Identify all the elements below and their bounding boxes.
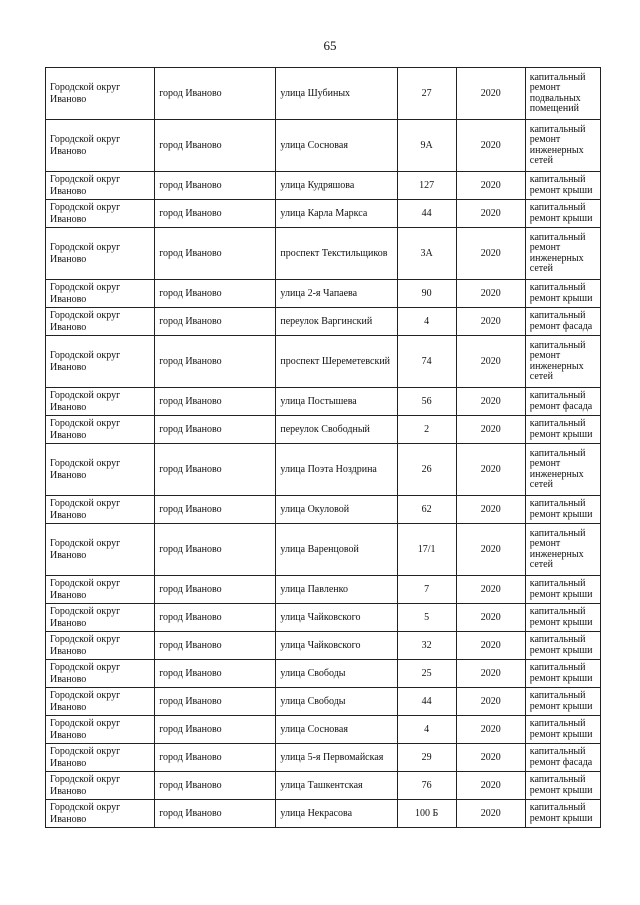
- district-cell: Городской округ Иваново: [46, 120, 155, 172]
- work-type-cell: капитальный ремонт крыши: [525, 688, 600, 716]
- street-cell: улица Свободы: [276, 660, 397, 688]
- work-type-cell: капитальный ремонт крыши: [525, 716, 600, 744]
- street-cell: переулок Свободный: [276, 416, 397, 444]
- table-row: [46, 388, 601, 416]
- table-row: [46, 336, 601, 388]
- street-cell: улица Варенцовой: [276, 524, 397, 576]
- house-number-cell: 4: [397, 308, 456, 336]
- district-cell: Городской округ Иваново: [46, 444, 155, 496]
- year-cell: 2020: [456, 444, 525, 496]
- year-cell: 2020: [456, 632, 525, 660]
- street-cell: улица Шубиных: [276, 68, 397, 120]
- street-cell: улица 2-я Чапаева: [276, 280, 397, 308]
- table-row: [46, 632, 601, 660]
- table-row: [46, 800, 601, 828]
- street-cell: улица Сосновая: [276, 120, 397, 172]
- district-cell: Городской округ Иваново: [46, 200, 155, 228]
- house-number-cell: 76: [397, 772, 456, 800]
- year-cell: 2020: [456, 308, 525, 336]
- street-cell: улица Ташкентская: [276, 772, 397, 800]
- year-cell: 2020: [456, 68, 525, 120]
- year-cell: 2020: [456, 604, 525, 632]
- city-cell: город Иваново: [155, 496, 276, 524]
- district-cell: Городской округ Иваново: [46, 68, 155, 120]
- city-cell: город Иваново: [155, 416, 276, 444]
- street-cell: улица Постышева: [276, 388, 397, 416]
- house-number-cell: 25: [397, 660, 456, 688]
- district-cell: Городской округ Иваново: [46, 308, 155, 336]
- house-number-cell: 9А: [397, 120, 456, 172]
- house-number-cell: 32: [397, 632, 456, 660]
- city-cell: город Иваново: [155, 336, 276, 388]
- house-number-cell: 26: [397, 444, 456, 496]
- city-cell: город Иваново: [155, 388, 276, 416]
- house-number-cell: 44: [397, 200, 456, 228]
- work-type-cell: капитальный ремонт подвальных помещений: [525, 68, 600, 120]
- year-cell: 2020: [456, 716, 525, 744]
- house-number-cell: 2: [397, 416, 456, 444]
- street-cell: улица Свободы: [276, 688, 397, 716]
- house-number-cell: 90: [397, 280, 456, 308]
- table-row: [46, 172, 601, 200]
- city-cell: город Иваново: [155, 744, 276, 772]
- table-row: [46, 604, 601, 632]
- work-type-cell: капитальный ремонт фасада: [525, 744, 600, 772]
- work-type-cell: капитальный ремонт фасада: [525, 388, 600, 416]
- city-cell: город Иваново: [155, 120, 276, 172]
- district-cell: Городской округ Иваново: [46, 496, 155, 524]
- work-type-cell: капитальный ремонт крыши: [525, 496, 600, 524]
- year-cell: 2020: [456, 688, 525, 716]
- city-cell: город Иваново: [155, 688, 276, 716]
- district-cell: Городской округ Иваново: [46, 772, 155, 800]
- page-number: 65: [323, 38, 337, 53]
- district-cell: Городской округ Иваново: [46, 336, 155, 388]
- house-number-cell: 27: [397, 68, 456, 120]
- work-type-cell: капитальный ремонт крыши: [525, 632, 600, 660]
- city-cell: город Иваново: [155, 604, 276, 632]
- work-type-cell: капитальный ремонт инженерных сетей: [525, 524, 600, 576]
- street-cell: улица Чайковского: [276, 604, 397, 632]
- house-number-cell: 7: [397, 576, 456, 604]
- house-number-cell: 56: [397, 388, 456, 416]
- work-type-cell: капитальный ремонт крыши: [525, 200, 600, 228]
- city-cell: город Иваново: [155, 576, 276, 604]
- house-number-cell: 100 Б: [397, 800, 456, 828]
- work-type-cell: капитальный ремонт инженерных сетей: [525, 444, 600, 496]
- table-row: [46, 120, 601, 172]
- street-cell: улица Окуловой: [276, 496, 397, 524]
- table-row: [46, 660, 601, 688]
- year-cell: 2020: [456, 524, 525, 576]
- table-row: [46, 744, 601, 772]
- year-cell: 2020: [456, 120, 525, 172]
- house-number-cell: 127: [397, 172, 456, 200]
- table-row: [46, 444, 601, 496]
- work-type-cell: капитальный ремонт крыши: [525, 416, 600, 444]
- year-cell: 2020: [456, 744, 525, 772]
- year-cell: 2020: [456, 228, 525, 280]
- registry-table-body: [46, 68, 601, 828]
- street-cell: проспект Текстильщиков: [276, 228, 397, 280]
- street-cell: улица Чайковского: [276, 632, 397, 660]
- work-type-cell: капитальный ремонт инженерных сетей: [525, 120, 600, 172]
- work-type-cell: капитальный ремонт фасада: [525, 308, 600, 336]
- district-cell: Городской округ Иваново: [46, 228, 155, 280]
- city-cell: город Иваново: [155, 172, 276, 200]
- city-cell: город Иваново: [155, 68, 276, 120]
- table-row: [46, 688, 601, 716]
- street-cell: улица Некрасова: [276, 800, 397, 828]
- year-cell: 2020: [456, 280, 525, 308]
- district-cell: Городской округ Иваново: [46, 632, 155, 660]
- work-type-cell: капитальный ремонт крыши: [525, 772, 600, 800]
- year-cell: 2020: [456, 172, 525, 200]
- city-cell: город Иваново: [155, 632, 276, 660]
- year-cell: 2020: [456, 496, 525, 524]
- city-cell: город Иваново: [155, 772, 276, 800]
- district-cell: Городской округ Иваново: [46, 172, 155, 200]
- district-cell: Городской округ Иваново: [46, 576, 155, 604]
- work-type-cell: капитальный ремонт крыши: [525, 576, 600, 604]
- street-cell: улица Карла Маркса: [276, 200, 397, 228]
- district-cell: Городской округ Иваново: [46, 416, 155, 444]
- city-cell: город Иваново: [155, 200, 276, 228]
- year-cell: 2020: [456, 660, 525, 688]
- street-cell: переулок Варгинский: [276, 308, 397, 336]
- house-number-cell: 4: [397, 716, 456, 744]
- house-number-cell: 3А: [397, 228, 456, 280]
- table-row: [46, 772, 601, 800]
- table-row: [46, 68, 601, 120]
- city-cell: город Иваново: [155, 228, 276, 280]
- table-row: [46, 716, 601, 744]
- district-cell: Городской округ Иваново: [46, 604, 155, 632]
- year-cell: 2020: [456, 576, 525, 604]
- table-row: [46, 496, 601, 524]
- street-cell: улица Поэта Ноздрина: [276, 444, 397, 496]
- street-cell: проспект Шереметевский: [276, 336, 397, 388]
- table-row: [46, 416, 601, 444]
- table-row: [46, 524, 601, 576]
- work-type-cell: капитальный ремонт крыши: [525, 660, 600, 688]
- street-cell: улица Кудряшова: [276, 172, 397, 200]
- repair-registry-table: [45, 67, 601, 828]
- street-cell: улица 5-я Первомайская: [276, 744, 397, 772]
- district-cell: Городской округ Иваново: [46, 716, 155, 744]
- table-row: [46, 200, 601, 228]
- year-cell: 2020: [456, 200, 525, 228]
- year-cell: 2020: [456, 388, 525, 416]
- district-cell: Городской округ Иваново: [46, 524, 155, 576]
- house-number-cell: 29: [397, 744, 456, 772]
- district-cell: Городской округ Иваново: [46, 280, 155, 308]
- house-number-cell: 44: [397, 688, 456, 716]
- year-cell: 2020: [456, 800, 525, 828]
- city-cell: город Иваново: [155, 800, 276, 828]
- table-row: [46, 228, 601, 280]
- house-number-cell: 74: [397, 336, 456, 388]
- work-type-cell: капитальный ремонт инженерных сетей: [525, 336, 600, 388]
- district-cell: Городской округ Иваново: [46, 800, 155, 828]
- city-cell: город Иваново: [155, 280, 276, 308]
- city-cell: город Иваново: [155, 660, 276, 688]
- house-number-cell: 62: [397, 496, 456, 524]
- district-cell: Городской округ Иваново: [46, 744, 155, 772]
- table-row: [46, 280, 601, 308]
- city-cell: город Иваново: [155, 716, 276, 744]
- year-cell: 2020: [456, 416, 525, 444]
- street-cell: улица Сосновая: [276, 716, 397, 744]
- district-cell: Городской округ Иваново: [46, 388, 155, 416]
- table-row: [46, 576, 601, 604]
- street-cell: улица Павленко: [276, 576, 397, 604]
- work-type-cell: капитальный ремонт крыши: [525, 800, 600, 828]
- city-cell: город Иваново: [155, 524, 276, 576]
- work-type-cell: капитальный ремонт крыши: [525, 280, 600, 308]
- house-number-cell: 5: [397, 604, 456, 632]
- work-type-cell: капитальный ремонт крыши: [525, 172, 600, 200]
- house-number-cell: 17/1: [397, 524, 456, 576]
- year-cell: 2020: [456, 336, 525, 388]
- table-row: [46, 308, 601, 336]
- city-cell: город Иваново: [155, 308, 276, 336]
- district-cell: Городской округ Иваново: [46, 688, 155, 716]
- year-cell: 2020: [456, 772, 525, 800]
- city-cell: город Иваново: [155, 444, 276, 496]
- work-type-cell: капитальный ремонт крыши: [525, 604, 600, 632]
- district-cell: Городской округ Иваново: [46, 660, 155, 688]
- work-type-cell: капитальный ремонт инженерных сетей: [525, 228, 600, 280]
